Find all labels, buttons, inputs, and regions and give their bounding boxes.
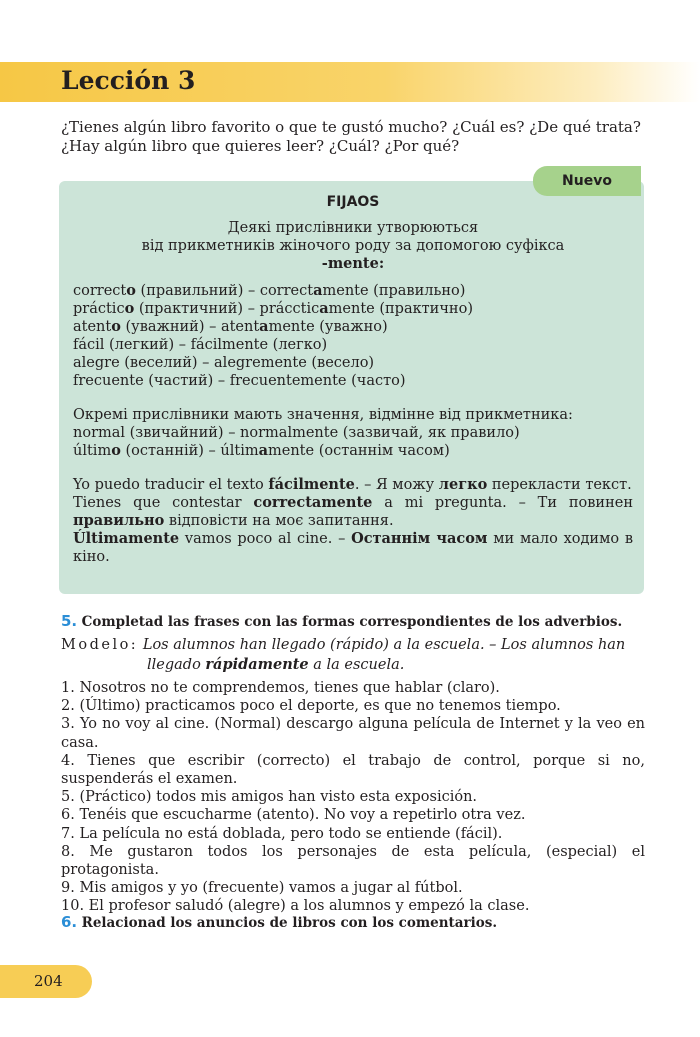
- list-item: 1. Nosotros no te comprendemos, tienes que hablar (claro).: [61, 680, 500, 696]
- pair-text: (правильний) – correct: [135, 283, 314, 299]
- list-item: 7. La película no está doblada, pero todo se entiende (fácil).: [61, 825, 503, 842]
- exercise-title: Completad las frases con las formas correspondientes de los adverbios.: [81, 614, 623, 630]
- example-bold: Últimamente: [73, 530, 180, 547]
- note-suffix: [73, 255, 633, 273]
- modelo-example: [61, 636, 645, 675]
- pair-ending: o: [124, 300, 135, 317]
- pair-text: correct: [73, 283, 127, 299]
- lesson-title: Lección 3: [61, 66, 196, 95]
- pair-text: últim: [73, 443, 112, 459]
- adverb-pair: frecuente (частий) – frecuentemente (часто): [73, 373, 406, 389]
- modelo-label: Modelo:: [61, 637, 139, 653]
- example-bold: правильно: [73, 512, 165, 529]
- note-rule-line: Деякі прислівники утворюються: [227, 220, 479, 236]
- adverb-pair: [73, 318, 633, 336]
- example-text: Yo puedo traducir el texto: [73, 477, 269, 493]
- adverb-pair: [73, 282, 633, 300]
- adverb-pair: fácil (легкий) – fácilmente (легко): [73, 337, 328, 353]
- example-sentence: [73, 530, 633, 566]
- pair-text: mente (правильно): [322, 283, 466, 299]
- pair-ending: a: [319, 300, 329, 317]
- pair-text: atent: [73, 319, 112, 335]
- pair-ending: o: [126, 282, 136, 299]
- example-bold: fácilmente: [268, 476, 355, 493]
- special-intro: Окремі прислівники мають значення, відмінне від прикметника:: [73, 407, 573, 423]
- suffix-text: -mente:: [321, 255, 385, 272]
- intro-line: ¿Tienes algún libro favorito o que te gustó mucho? ¿Cuál es? ¿De qué trata?: [61, 118, 641, 136]
- pair-ending: a: [259, 318, 269, 335]
- intro-questions: [61, 118, 651, 156]
- pair-ending: a: [313, 282, 323, 299]
- note-heading: FIJAOS: [326, 194, 380, 210]
- pair-text: mente (останнім часом): [268, 443, 450, 459]
- pair-ending: o: [111, 318, 121, 335]
- list-item: 9. Mis amigos y yo (frecuente) vamos a jugar al fútbol.: [61, 880, 463, 897]
- exercise-title: Relacionad los anuncios de libros con los comentarios.: [81, 915, 498, 931]
- pair-ending: a: [258, 442, 269, 459]
- example-bold: Останнім часом: [351, 530, 488, 547]
- adverb-pair: alegre (веселий) – alegremente (весело): [73, 355, 375, 371]
- exercise-number: 5.: [61, 612, 78, 630]
- pair-text: (уважний) – atent: [120, 319, 260, 335]
- adverb-pair: [73, 300, 633, 318]
- example-text: перекласти текст.: [487, 477, 632, 493]
- example-sentence: [73, 494, 633, 530]
- list-item: 8. Me gustaron todos los personajes de esta película, (especial) el protagonista.: [61, 843, 645, 879]
- example-text: ми мало ходимо в кіно.: [73, 531, 633, 565]
- grammar-note-content: [73, 193, 633, 566]
- exercise-6-heading: [61, 913, 645, 931]
- exercise-number: 6.: [61, 913, 78, 931]
- example-text: vamos poco al cine. –: [179, 531, 352, 547]
- special-pair: [73, 442, 633, 460]
- pair-text: mente (практично): [328, 301, 473, 317]
- modelo-bold: rápidamente: [205, 656, 309, 673]
- nuevo-badge: Nuevo: [533, 166, 641, 196]
- exercise-5-heading: [61, 612, 645, 630]
- example-text: Tienes que contestar: [73, 495, 254, 511]
- example-bold: легко: [438, 476, 488, 493]
- example-sentence: [73, 476, 633, 494]
- list-item: 5. (Práctico) todos mis amigos han visto esta exposición.: [61, 789, 478, 806]
- pair-text: (практичний) – prácctic: [134, 301, 320, 317]
- list-item: 3. Yo no voy al cine. (Normal) descargo alguna película de Internet y la veo en casa.: [61, 716, 645, 751]
- pair-ending: o: [111, 442, 121, 459]
- modelo-text: a la escuela.: [308, 657, 405, 673]
- example-text: відповісти на моє запитання.: [164, 513, 394, 529]
- list-item: 2. (Último) practicamos poco el deporte, es que no tenemos tiempo.: [61, 698, 561, 715]
- list-item: 4. Tienes que escribir (correcto) el trabajo de control, porque si no, suspenderás el examen.: [61, 752, 645, 788]
- list-item: 10. El profesor saludó (alegre) a los alumnos y empezó la clase.: [61, 898, 530, 915]
- modelo-text: Los alumnos han llegado (rápido) a la escuela. – Los alumnos han: [142, 637, 626, 653]
- example-bold: correctamente: [253, 494, 373, 511]
- page-number: 204: [34, 972, 63, 990]
- note-rule-line: від прикметників жіночого роду за допомогою суфікса: [141, 238, 565, 254]
- pair-text: (останній) – últim: [120, 443, 259, 459]
- grammar-note-box: [59, 181, 644, 594]
- intro-line: ¿Hay algún libro que quieres leer? ¿Cuál? ¿Por qué?: [61, 137, 460, 155]
- pair-text: mente (уважно): [268, 319, 388, 335]
- list-item: 6. Tenéis que escucharme (atento). No voy a repetirlo otra vez.: [61, 807, 526, 824]
- pair-text: práctic: [73, 301, 125, 317]
- modelo-text: llegado: [147, 657, 206, 673]
- exercise-5-items: [61, 679, 645, 916]
- example-text: . – Я можу: [354, 477, 439, 493]
- special-pair: normal (звичайний) – normalmente (зазвичай, як правило): [73, 425, 520, 441]
- example-text: a mi pregunta. – Ти повинен: [372, 495, 633, 511]
